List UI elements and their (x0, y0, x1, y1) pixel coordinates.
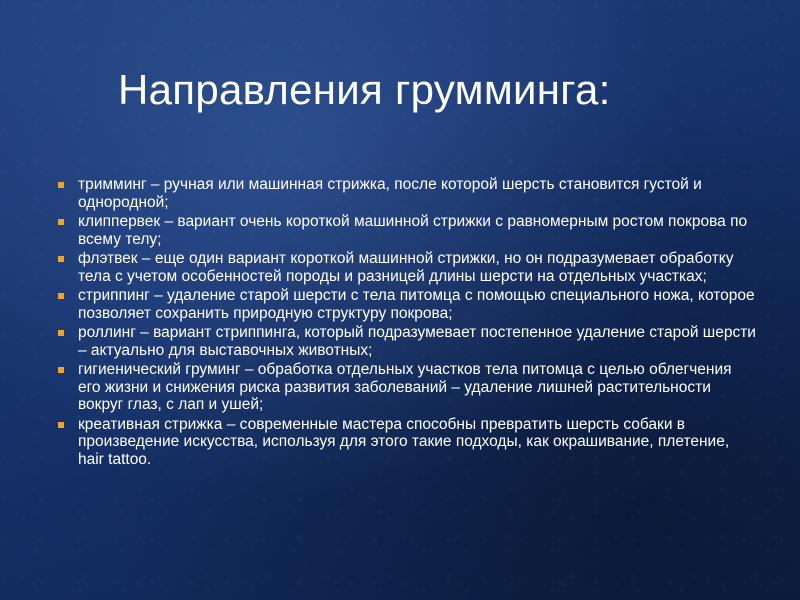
square-bullet-icon (58, 219, 64, 225)
square-bullet-icon (58, 293, 64, 299)
square-bullet-icon (58, 182, 64, 188)
list-item (58, 287, 758, 322)
square-bullet-icon (58, 256, 64, 262)
list-item-text: флэтвек – еще один вариант короткой машинной стрижки, но он подразумевает обработку тела с учетом особенностей породы и разницей длины шерсти на отдельных участках; (78, 250, 734, 285)
square-bullet-icon (58, 367, 64, 373)
list-item (58, 176, 758, 211)
list-item-text: роллинг – вариант стриппинга, который подразумевает постепенное удаление старой шерсти – актуально для выставочных животных; (78, 324, 756, 359)
list-item (58, 213, 758, 248)
list-item (58, 324, 758, 359)
list-item-text: тримминг – ручная или машинная стрижка, после которой шерсть становится густой и однородной; (78, 176, 702, 211)
list-item-text: креативная стрижка – современные мастера способны превратить шерсть собаки в произведение искусства, используя для этого такие подходы, как окрашивание, плетение, hair tattoo. (78, 415, 730, 468)
bullet-list (58, 176, 758, 470)
slide-title: Направления грумминга: (118, 66, 611, 113)
list-item (58, 416, 758, 469)
list-item (58, 361, 758, 414)
list-item-text: гигиенический груминг – обработка отдельных участков тела питомца с целью облегчения его жизни и снижения риска развития заболеваний – удаление лишней растительности вокруг глаз, с лап и ушей; (78, 361, 732, 413)
list-item-text: клиппервек – вариант очень короткой машинной стрижки с равномерным ростом покрова по всему телу; (78, 213, 748, 248)
square-bullet-icon (58, 422, 64, 428)
square-bullet-icon (58, 330, 64, 336)
list-item (58, 250, 758, 285)
list-item-text: стриппинг – удаление старой шерсти с тела питомца с помощью специального ножа, которое позволяет сохранить природную структуру покрова; (78, 287, 755, 322)
